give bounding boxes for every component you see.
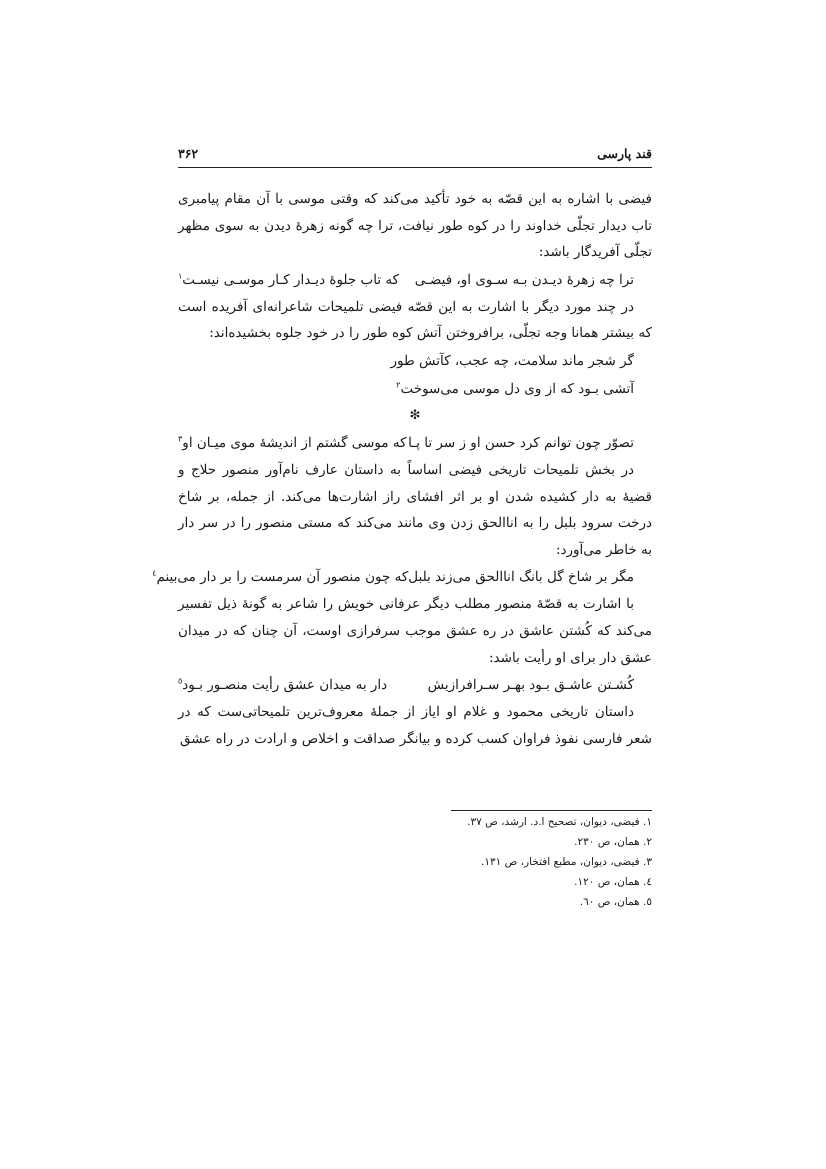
paragraph-5: داستان تاریخی محمود و غلام او ایاز از جملهٔ معروف‌ترین تلمیحاتی‌ست که در شعر فارسی نفوذ فراوان کسب کرده و بیانگر صداقت و اخلاص و ارادت در راه عشق (178, 704, 652, 747)
verse-4-hemistich-2: که چون منصور آن سرمست را بر دار می‌بینم$^٤$ (152, 568, 409, 586)
verse-5 (178, 671, 652, 699)
main-text (152, 186, 652, 752)
verse-2-hemistich-1: گر شجر ماند سلامت، چه عجب، کآتش طور (390, 352, 634, 369)
verse-1-hemistich-1: ترا چه زهرهٔ دیـدن بـه سـوی او، فیضـی (414, 271, 634, 288)
verse-5-hemistich-1: کُشـتن عاشـق بـود بهـر سـرافرازیش (427, 677, 634, 694)
verse-1 (178, 266, 652, 294)
verse-4 (152, 563, 652, 591)
paragraph-2: در چند مورد دیگر با اشارت به این قصّه فیضی تلمیحات شاعرانه‌ای آفریده است که بیشتر همانا وجه تجلّی، برافروختن آتش کوه طور را در خود جلوه بخشیده‌اند: (178, 298, 652, 342)
verse-3-hemistich-2: که موسی گشتم از اندیشهٔ موی میـان او$^۳$ (178, 434, 407, 451)
book-page (152, 0, 652, 1169)
footnote-ref-4: ٤ (152, 568, 157, 578)
footnote-4: ٤. همان، ص ۱۲۰. (574, 876, 652, 888)
footnotes (178, 812, 652, 912)
running-header (178, 143, 652, 168)
book-title: قند پارسی (597, 146, 652, 161)
verse-5-hemistich-2: دار به میدان عشق رأیت منصـور بـود$^٥$ (178, 676, 388, 694)
footnote-1: ۱. فیضی، دیوان، تصحیح ا.د. ارشد، ص ۳۷. (467, 816, 652, 828)
paragraph-4: با اشارت به قصّهٔ منصور مطلب دیگر عرفانی خویش را شاعر به گونهٔ ذیل تفسیر می‌کند که کُشتن عاشق در ره عشق موجب سرفرازی اوست، آن چنان که در میدان عشق دار برای او رأیت باشد: (178, 596, 652, 666)
footnote-divider (451, 810, 652, 811)
paragraph-1: فیضی با اشاره به این قصّه به خود تأکید می‌کند که وقتی موسی با آن مقام پیامبری تاب دیدار تجلّی خداوند را در کوه طور نیافت، ترا چه گونه زهرهٔ دیدن به سوی مظهر تجلّی آفریدگار باشد: (178, 191, 652, 261)
footnote-ref-1: ۱ (178, 271, 183, 281)
page-number: ۳۶۲ (178, 146, 199, 161)
footnote-ref-3: ۳ (178, 434, 183, 444)
section-separator: ❇ (409, 407, 421, 423)
footnote-2: ۲. همان، ص ۲۳۰. (574, 836, 652, 848)
footnote-ref-5: ٥ (178, 676, 183, 686)
verse-3 (178, 429, 652, 457)
verse-1-hemistich-2: که تاب جلوهٔ دیـدار کـار موسـی نیسـت$^۱$ (178, 271, 400, 288)
paragraph-3: در بخش تلمیحات تاریخی فیضی اساساً به داستان عارف نام‌آور منصور حلاج و قضیهٔ به دار کشیده شدن او بر اثر افشای راز اشارت‌ها می‌کند. از جمله، بر شاخ درخت سرود بلبل را به اناالحق زدن وی مانند می‌کند که مستی منصور را در سر دار به خاطر می‌آورد: (178, 461, 652, 558)
verse-4-hemistich-1: مگر بر شاخ گل بانگ اناالحق می‌زند بلبل (408, 569, 634, 586)
footnote-5: ٥. همان، ص ٦۰. (579, 896, 652, 908)
verse-3-hemistich-1: تصوّر چون توانم کرد حسن او ز سر تا پـا (408, 434, 634, 451)
footnote-ref-2: ۲ (396, 380, 401, 390)
verse-2-hemistich-2: آتشی بـود که از وی دل موسی می‌سوخت$^۲$ (396, 380, 634, 397)
footnote-3: ۳. فیضی، دیوان، مطبع افتخار، ص ۱۳۱. (481, 856, 652, 868)
